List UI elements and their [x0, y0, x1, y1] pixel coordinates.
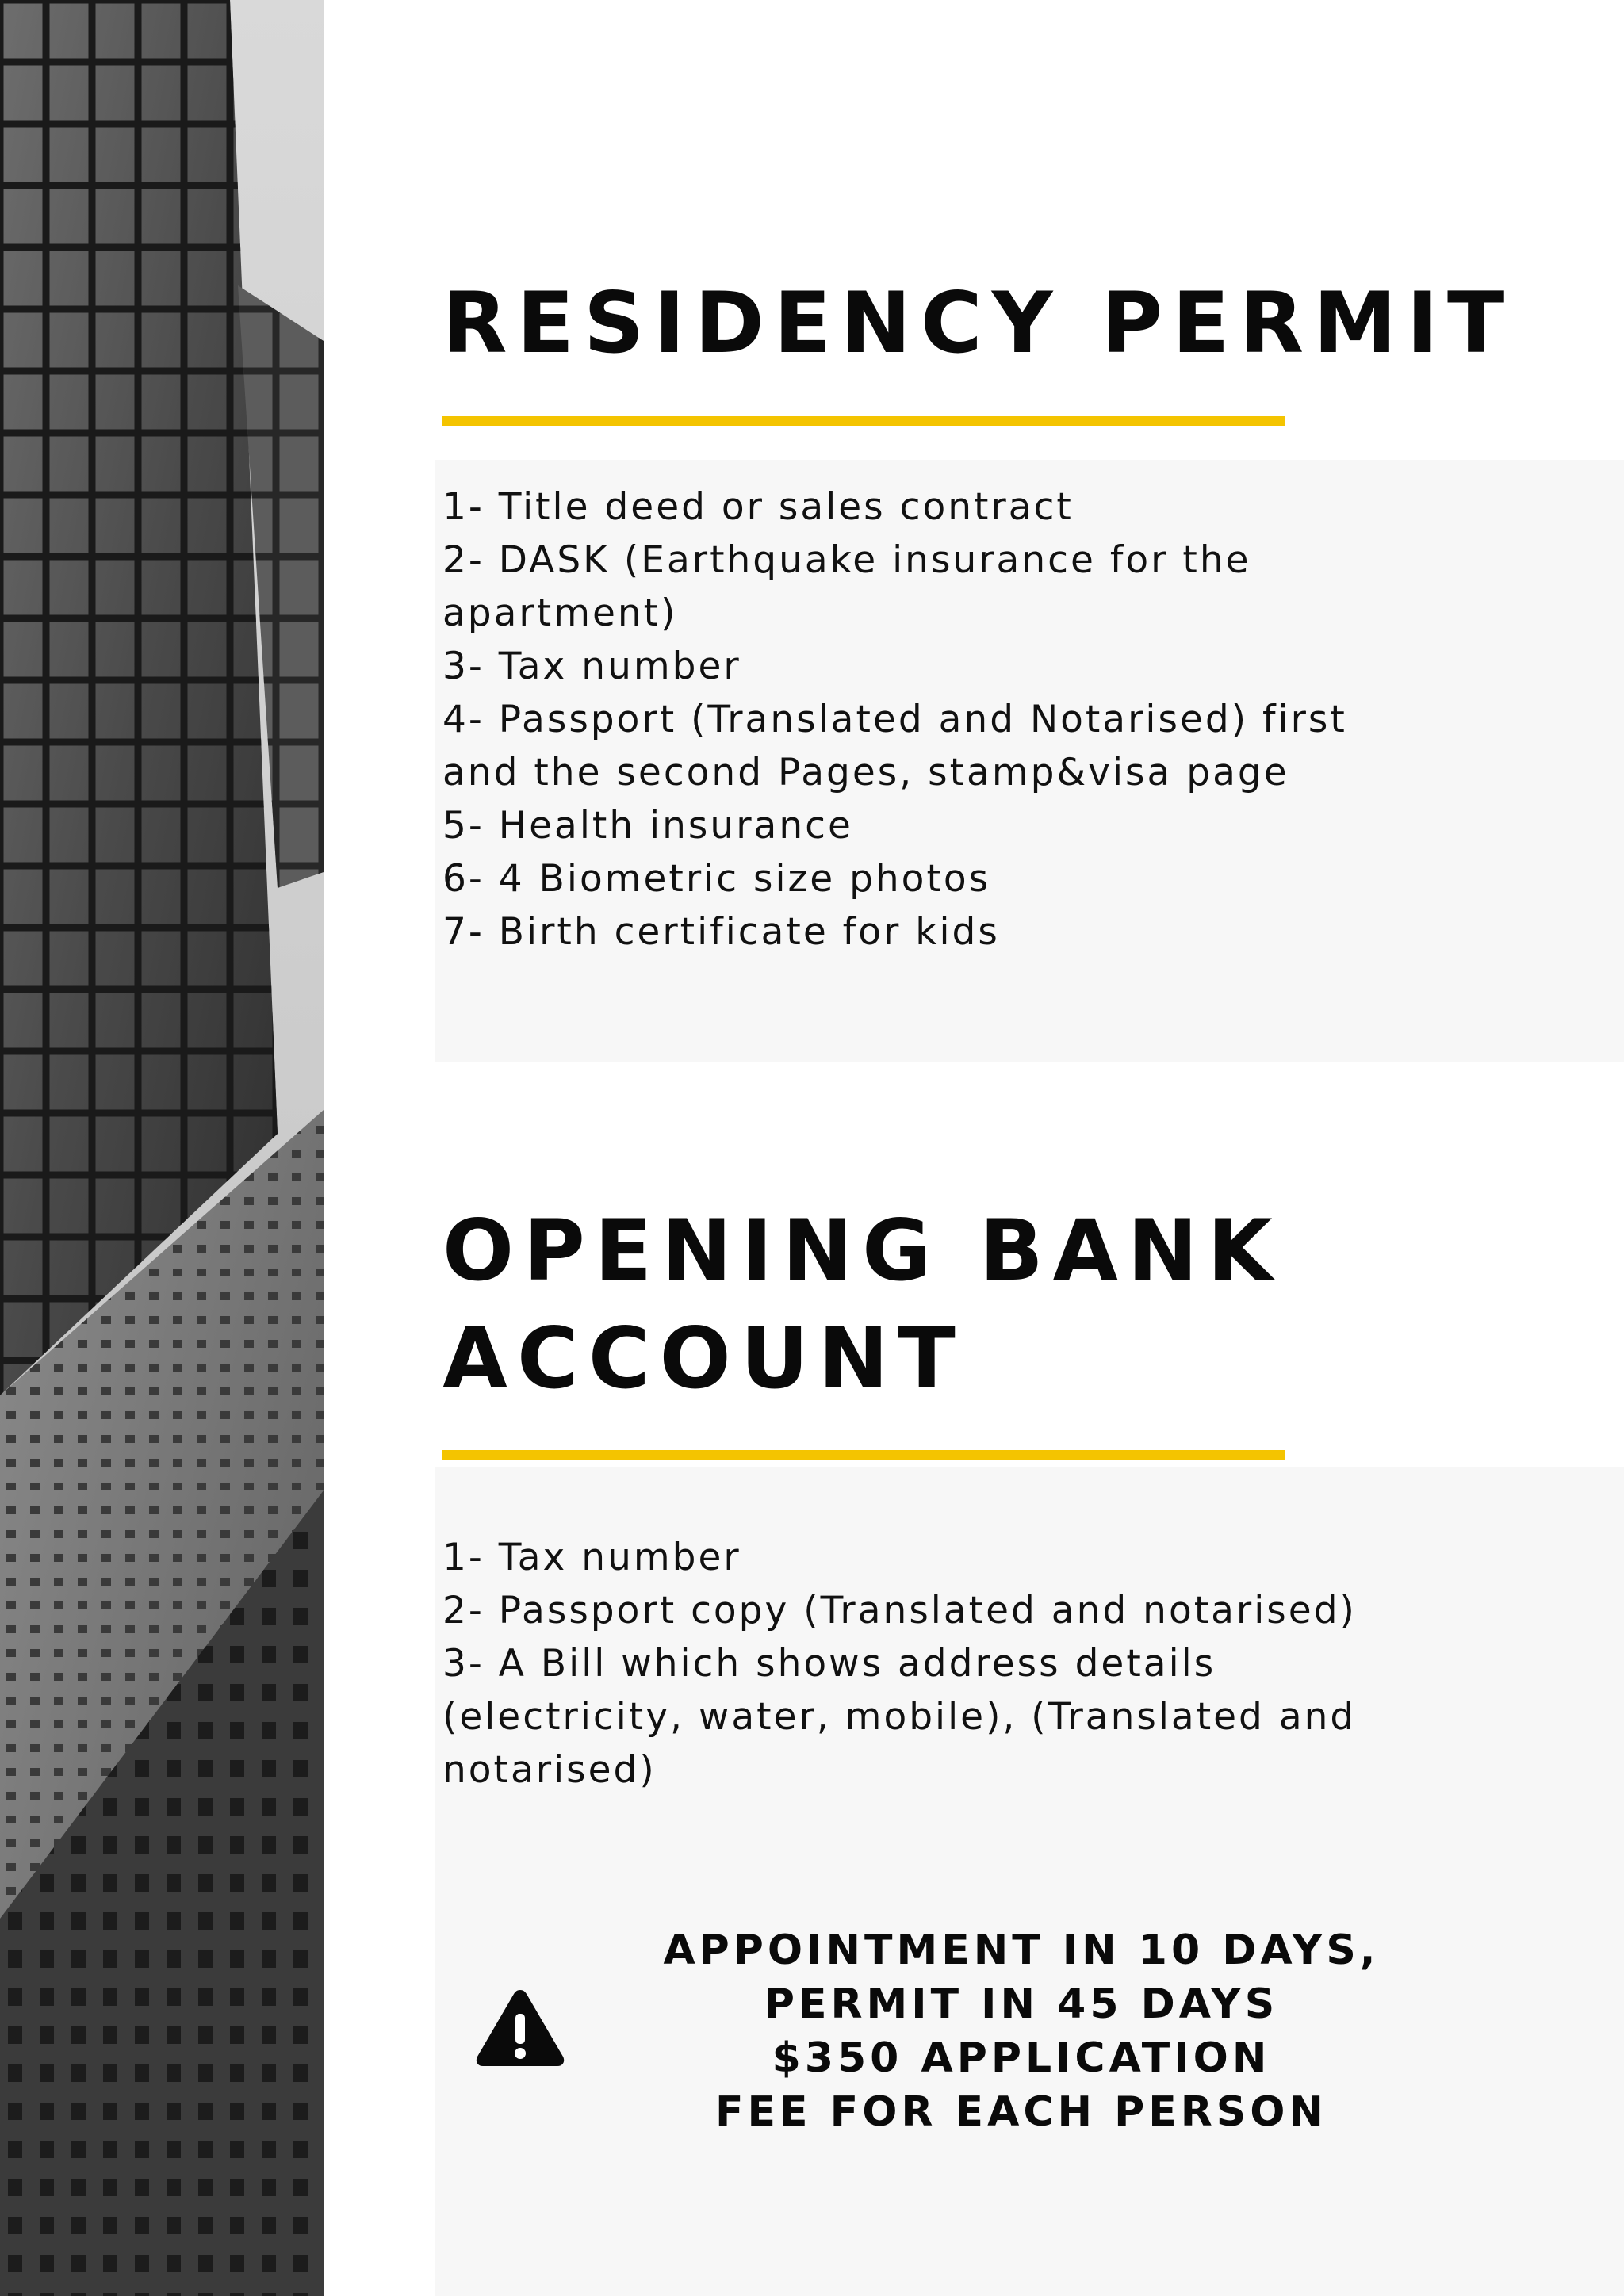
bank-requirements-list: [442, 1531, 1434, 1797]
bank-title-line2: ACCOUNT: [442, 1310, 965, 1407]
warning-icon: [474, 1987, 566, 2069]
list-item: 2- DASK (Earthquake insurance for the apartment): [442, 538, 1251, 635]
list-item: 7- Birth certificate for kids: [442, 910, 1000, 954]
notice-line: FEE FOR EACH PERSON: [715, 2088, 1327, 2136]
bank-divider: [442, 1450, 1285, 1460]
list-item: 1- Title deed or sales contract: [442, 485, 1074, 529]
notice-line: APPOINTMENT IN 10 DAYS,: [663, 1927, 1380, 1974]
list-item: 4- Passport (Translated and Notarised) first and the second Pages, stamp&visa page: [442, 698, 1347, 794]
list-item: 3- Tax number: [442, 645, 741, 688]
bank-title: [442, 1197, 1282, 1413]
list-item: 1- Tax number: [442, 1536, 741, 1579]
bank-title-line1: OPENING BANK: [442, 1202, 1282, 1299]
content-column: [324, 0, 1624, 2296]
residency-title: RESIDENCY PERMIT: [442, 274, 1515, 372]
list-item: 6- 4 Biometric size photos: [442, 857, 991, 901]
building-photo: [0, 0, 324, 2296]
notice-line: PERMIT IN 45 DAYS: [764, 1980, 1279, 2028]
list-item: 5- Health insurance: [442, 804, 853, 848]
notice-line: $350 APPLICATION: [772, 2034, 1271, 2082]
residency-requirements-list: [442, 480, 1434, 959]
residency-divider: [442, 416, 1285, 426]
notice-text: [617, 1923, 1426, 2139]
list-item: 2- Passport copy (Translated and notarised): [442, 1589, 1357, 1632]
notice-box: [474, 1911, 1505, 2136]
list-item: 3- A Bill which shows address details (electricity, water, mobile), (Translated and notarised): [442, 1642, 1357, 1792]
